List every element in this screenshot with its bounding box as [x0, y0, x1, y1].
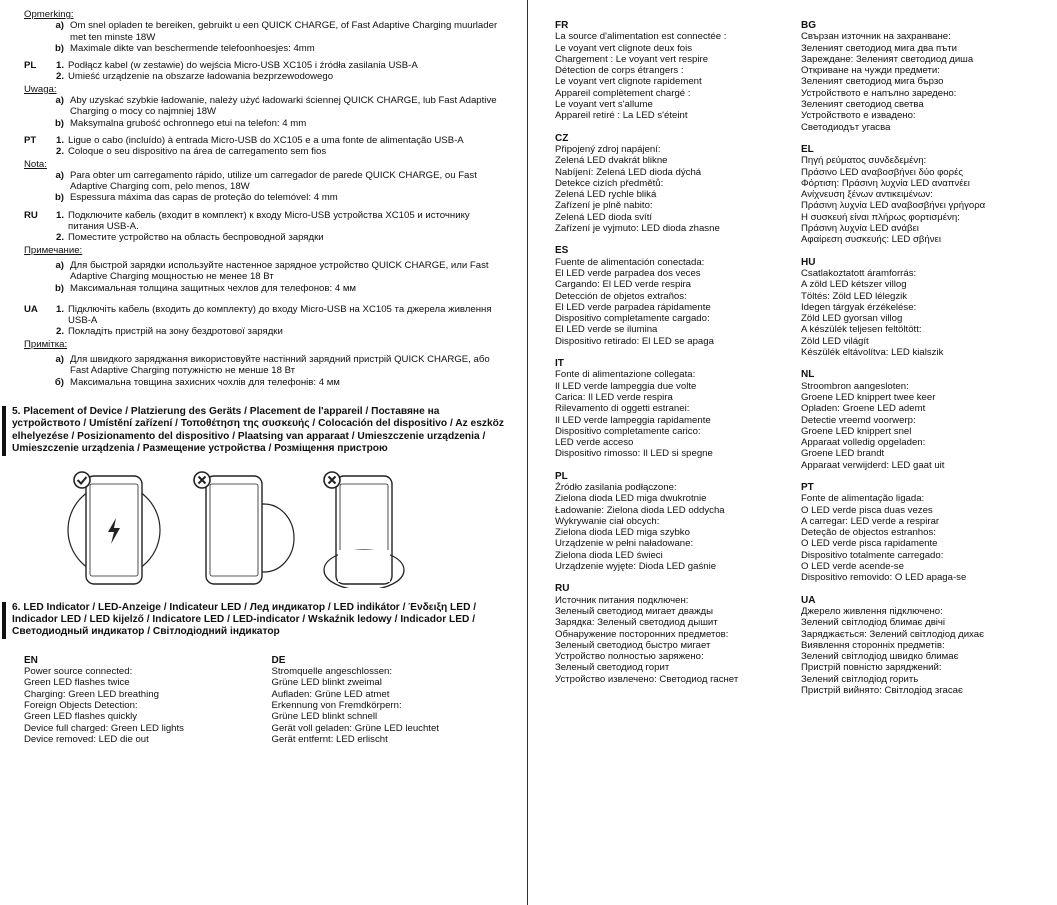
lang-code: UA — [24, 303, 38, 315]
note-heading: Примечание: — [24, 244, 83, 256]
note-heading: Uwaga: — [24, 83, 57, 95]
lang-code: PL — [555, 470, 568, 482]
pt-led-block — [801, 482, 1047, 584]
led-text-line: Zelená LED rychle bliká — [555, 189, 657, 201]
note-item: b) Maximale dikte van beschermende telefoonhoesjes: 4mm — [54, 42, 315, 54]
led-text-line: Chargement : Le voyant vert respire — [555, 53, 709, 65]
lang-code: RU — [555, 583, 570, 595]
led-text-line: Zielona dioda LED miga szybko — [555, 527, 690, 539]
led-text-line: Urządzenie wyjęte: Dioda LED gaśnie — [555, 561, 717, 573]
led-column-1 — [555, 20, 801, 707]
led-text-line: Зелений світлодіод горить — [801, 673, 919, 685]
led-text-line: Il LED verde lampeggia due volte — [555, 380, 697, 392]
note-item: a) Om snel opladen te bereiken, gebruikt u een QUICK CHARGE, of Fast Adaptive Charging muurlader met ten minste 18W — [55, 20, 498, 43]
led-text-line: Устройство полностью заряжено: — [555, 651, 704, 663]
lang-code: BG — [801, 20, 816, 31]
led-text-line: Appareil retiré : La LED s'éteint — [555, 110, 688, 122]
led-text-line: Зеленый светодиод горит — [555, 662, 670, 674]
led-text-line: Groene LED knippert snel — [801, 425, 912, 437]
led-text-line: Πράσινη λυχνία LED αναβοσβήνει γρήγορα — [801, 200, 986, 212]
led-text-line: Откриване на чужди предмети: — [801, 65, 940, 77]
led-text-line: Idegen tárgyak érzékelése: — [801, 301, 917, 313]
led-text-line: Rilevamento di oggetti estranei: — [555, 403, 690, 415]
led-text-line: Зеленият светодиод мига бързо — [801, 76, 944, 88]
led-text-line: Il LED verde lampeggia rapidamente — [555, 414, 711, 426]
led-text-line: Пристрій вийнято: Світлодіод згасає — [801, 685, 963, 697]
lang-code: EL — [801, 143, 814, 155]
section-6-title: 6. LED Indicator / LED-Anzeige / Indicateur LED / Лед индикатор / LED indikátor / Ένδειξη LED / Indicador LED / LED kijelző / Indicatore LED / LED-indicator / Wskaźnik ledowy / Indicador LED / Светодиодный индикатор / Світлодіодний індикатор — [2, 602, 507, 639]
led-text-line: Ανίχνευση ξένων αντικειμένων: — [801, 189, 933, 201]
led-text-line: Пристрій повністю заряджений: — [801, 662, 942, 674]
led-text-line: A carregar: LED verde a respirar — [801, 515, 940, 527]
bg-led-block — [801, 20, 1047, 133]
led-column-2 — [801, 20, 1047, 707]
pt-block: PT 1. Ligue o cabo (incluído) à entrada Micro-USB do XC105 e a uma fonte de alimentação USB-A 2. Coloque o seu dispositivo na área de carregamento sem fios — [24, 134, 464, 158]
nl-led-block — [801, 369, 1047, 471]
led-text-line: El LED verde parpadea dos veces — [555, 267, 701, 279]
led-text-line: Zařízení je vyjmuto: LED dioda zhasne — [555, 223, 720, 235]
led-text-line: Зареждане: Зеленият светодиод диша — [801, 53, 974, 65]
led-text-line: Wykrywanie ciał obcych: — [555, 515, 660, 527]
led-text-line: El LED verde se ilumina — [555, 324, 658, 336]
led-text-line: El LED verde parpadea rápidamente — [555, 301, 711, 313]
de-led-block: DE Stromquelle angeschlossen: Grüne LED blinkt zweimal Aufladen: Grüne LED atmet Erkennung von Fremdkörpern: Grüne LED blinkt schnell Gerät voll geladen: Grüne LED leuchtet Gerät entfernt: LED erlischt — [272, 655, 508, 745]
note-item: б) Максимальна товщина захисних чохлів для телефонів: 4 мм — [54, 376, 340, 388]
note-heading: Nota: — [24, 158, 47, 170]
note-item: b) Espessura máxima das capas de proteção do telemóvel: 4 mm — [54, 192, 338, 204]
left-page — [0, 0, 528, 905]
led-text-line: Πράσινο LED αναβοσβήνει δύο φορές — [801, 166, 964, 178]
led-text-line: Φόρτιση: Πράσινη λυχνία LED αναπνέει — [801, 177, 970, 189]
led-text-line: Detectie vreemd voorwerp: — [801, 414, 916, 426]
note-item: a) Для швидкого заряджання використовуйте настінний зарядний пристрій QUICK CHARGE, або Fast Adaptive Charging потужністю не менше 18 Вт — [55, 354, 490, 377]
note-item: b) Maksymalna grubość ochronnego etui na telefon: 4 mm — [54, 117, 307, 129]
pl-block: PL 1. Podłącz kabel (w zestawie) do wejścia Micro-USB XC105 i źródła zasilania USB-A 2. Umieść urządzenie na obszarze ładowania bezprzewodowego — [24, 60, 418, 83]
led-text-line: Csatlakoztatott áramforrás: — [801, 267, 917, 279]
led-text-line: LED verde acceso — [555, 437, 634, 449]
led-text-line: Le voyant vert clignote rapidement — [555, 76, 702, 88]
es-led-block — [555, 245, 801, 347]
led-text-line: Ładowanie: Zielona dioda LED oddycha — [555, 504, 725, 516]
ua-block: UA 1. Підключіть кабель (входить до комплекту) до входу Micro-USB на XC105 та джерела живлення USB-A 2. Покладіть пристрій на зону бездротової зарядки — [24, 303, 492, 338]
lang-code: RU — [24, 209, 38, 221]
check-mark-icon — [74, 472, 90, 488]
en-led-block: EN Power source connected: Green LED flashes twice Charging: Green LED breathing Foreign Objects Detection: Green LED flashes quickly Device full charged: Green LED lights Device removed: LED die out — [24, 655, 260, 745]
led-text-line: Zařízení je plně nabito: — [555, 200, 653, 212]
led-text-line: Светодиодът угасва — [801, 121, 891, 133]
note-item: b) Максимальная толщина защитных чехлов для телефонов: 4 мм — [54, 282, 357, 294]
led-text-line: Обнаружение посторонних предметов: — [555, 628, 729, 640]
led-text-line: Detekce cizích předmětů: — [555, 177, 664, 189]
led-text-line: Źródło zasilania podłączone: — [555, 481, 677, 493]
placement-illustrations — [64, 470, 507, 588]
led-text-line: Зеленый светодиод мигает дважды — [555, 605, 714, 617]
led-text-line: Připojený zdroj napájení: — [555, 143, 661, 155]
led-text-line: Зелений світлодіод блимає двічі — [801, 617, 946, 629]
led-text-line: Dispositivo removido: O LED apaga-se — [801, 572, 967, 584]
ru-block: RU 1. Подключите кабель (входит в комплект) к входу Micro-USB устройства XC105 и источнику питания USB-A. 2. Поместите устройство на область беспроводной зарядки — [24, 209, 470, 244]
led-text-line: Источник питания подключен: — [555, 594, 689, 606]
led-text-line: Fonte de alimentação ligada: — [801, 493, 925, 505]
led-text-line: Detección de objetos extraños: — [555, 290, 687, 302]
fr-led-block — [555, 20, 801, 122]
led-text-line: O LED verde acende-se — [801, 561, 904, 573]
ua-led-block — [801, 595, 1047, 697]
lang-code: PT — [801, 481, 814, 493]
led-text-line: Le voyant vert s'allume — [555, 99, 653, 111]
lang-code: ES — [555, 245, 569, 257]
led-text-line: Urządzenie w pełni naładowane: — [555, 538, 694, 550]
led-text-line: Zielona dioda LED świeci — [555, 549, 663, 561]
led-text-line: Dispositivo completamente cargado: — [555, 313, 710, 325]
led-text-line: A készülék teljesen feltöltött: — [801, 324, 922, 336]
led-text-line: Устройство извлечено: Светодиод гаснет — [555, 673, 739, 685]
led-text-line: Töltés: Zöld LED lélegzik — [801, 290, 908, 302]
led-text-line: O LED verde pisca rapidamente — [801, 538, 938, 550]
note-heading: Примітка: — [24, 338, 68, 350]
phone-on-charger-ok-icon — [64, 470, 164, 588]
phone-misaligned-icon — [188, 470, 298, 588]
lang-code: DE — [271, 654, 286, 666]
note-item: a) Aby uzyskać szybkie ładowanie, należy użyć ładowarki ściennej QUICK CHARGE, lub Fast Adaptive Charging o mocy co najmniej 18W — [55, 95, 497, 118]
lang-code: NL — [801, 369, 815, 381]
nl-note — [24, 9, 507, 54]
led-text-line: Устройството е извадено: — [801, 110, 916, 122]
led-text-line: Carica: Il LED verde respira — [555, 391, 673, 403]
ru-led-block — [555, 583, 801, 685]
lang-code: HU — [801, 256, 816, 268]
led-text-line: Зеленият светодиод светва — [801, 99, 924, 111]
lang-code: IT — [555, 358, 564, 370]
led-text-line: Свързан източник на захранване: — [801, 31, 951, 43]
led-text-line: Зелений світлодіод швидко блимає — [801, 651, 959, 663]
led-text-line: Устройството е напълно заредено: — [801, 87, 957, 99]
led-text-line: Η συσκευή είναι πλήρως φορτισμένη: — [801, 211, 960, 223]
led-text-line: Groene LED brandt — [801, 448, 885, 460]
note-item: a) Para obter um carregamento rápido, utilize um carregador de parede QUICK CHARGE, ou Fast Adaptive Charging com, pelo menos, 18W — [55, 169, 477, 193]
led-text-line: Détection de corps étrangers : — [555, 65, 684, 77]
led-columns-left — [24, 655, 507, 745]
led-text-line: Apparaat volledig opgeladen: — [801, 437, 926, 449]
led-text-line: Зарядка: Зеленый светодиод дышит — [555, 617, 718, 629]
led-text-line: Le voyant vert clignote deux fois — [555, 42, 693, 54]
led-text-line: Αφαίρεση συσκευής: LED σβήνει — [801, 234, 941, 246]
led-text-line: Zöld LED gyorsan villog — [801, 313, 903, 325]
led-text-line: Πράσινη λυχνία LED ανάβει — [801, 223, 919, 235]
note-heading: Opmerking: — [24, 9, 74, 20]
led-text-line: Zielona dioda LED miga dwukrotnie — [555, 493, 707, 505]
cz-led-block — [555, 133, 801, 235]
led-text-line: Джерело живлення підключено: — [801, 605, 943, 617]
led-text-line: Зеленый светодиод быстро мигает — [555, 639, 711, 651]
right-page — [529, 0, 1057, 905]
led-text-line: Заряджається: Зелений світлодіод дихає — [801, 628, 984, 640]
led-text-line: Deteção de objectos estranhos: — [801, 527, 936, 539]
led-text-line: Fonte di alimentazione collegata: — [555, 369, 696, 381]
led-text-line: Zöld LED világít — [801, 335, 869, 347]
led-text-line: Fuente de alimentación conectada: — [555, 256, 705, 268]
led-text-line: Készülék eltávolítva: LED kialszik — [801, 347, 944, 359]
led-text-line: Dispositivo rimosso: Il LED si spegne — [555, 448, 713, 460]
led-text-line: O LED verde pisca duas vezes — [801, 504, 933, 516]
led-text-line: Dispositivo completamente carico: — [555, 425, 701, 437]
led-text-line: Πηγή ρεύματος συνδεδεμένη: — [801, 155, 927, 167]
it-led-block — [555, 358, 801, 460]
lang-code: PT — [24, 134, 37, 146]
hu-led-block — [801, 257, 1047, 359]
led-text-line: Apparaat verwijderd: LED gaat uit — [801, 459, 945, 471]
led-text-line: Stroombron aangesloten: — [801, 380, 909, 392]
section-5-title: 5. Placement of Device / Platzierung des Geräts / Placement de l'appareil / Поставяне на устройството / Umístění zařízení / Τοποθέτηση της συσκευής / Colocación del dispositivo / Az eszköz elhelyezése / Posizionamento del dispositivo / Plaatsing van apparaat / Umieszczenie urządzenia / Umieszczenie urządzenia / Размещение устройства / Розміщення пристрою — [2, 406, 507, 456]
note-item: a) Для быстрой зарядки используйте настенное зарядное устройство QUICK CHARGE, или Fast Adaptive Charging мощностью не менее 18 Вт — [55, 259, 489, 283]
phone-offcenter-icon — [314, 470, 414, 588]
led-text-line: Зеленият светодиод мига два пъти — [801, 42, 957, 54]
lang-code: EN — [24, 654, 38, 666]
lang-code: PL — [24, 60, 37, 72]
led-text-line: Nabíjení: Zelená LED dioda dýchá — [555, 166, 702, 178]
lang-code: UA — [801, 594, 816, 606]
led-text-line: Opladen: Groene LED ademt — [801, 403, 926, 415]
led-text-line: A zöld LED kétszer villog — [801, 279, 907, 291]
led-text-line: Zelená LED dvakrát blikne — [555, 155, 668, 167]
led-text-line: Zelená LED dioda svítí — [555, 211, 653, 223]
led-text-line: Cargando: El LED verde respira — [555, 279, 691, 291]
led-text-line: Groene LED knippert twee keer — [801, 391, 936, 403]
led-text-line: Appareil complètement chargé : — [555, 87, 691, 99]
el-led-block — [801, 144, 1047, 246]
led-text-line: La source d'alimentation est connectée : — [555, 31, 727, 43]
pl-led-block — [555, 471, 801, 573]
led-text-line: Dispositivo totalmente carregado: — [801, 549, 944, 561]
lang-code: CZ — [555, 132, 569, 144]
lang-code: FR — [555, 20, 569, 31]
led-text-line: Виявлення сторонніх предметів: — [801, 639, 945, 651]
led-text-line: Dispositivo retirado: El LED se apaga — [555, 335, 714, 347]
